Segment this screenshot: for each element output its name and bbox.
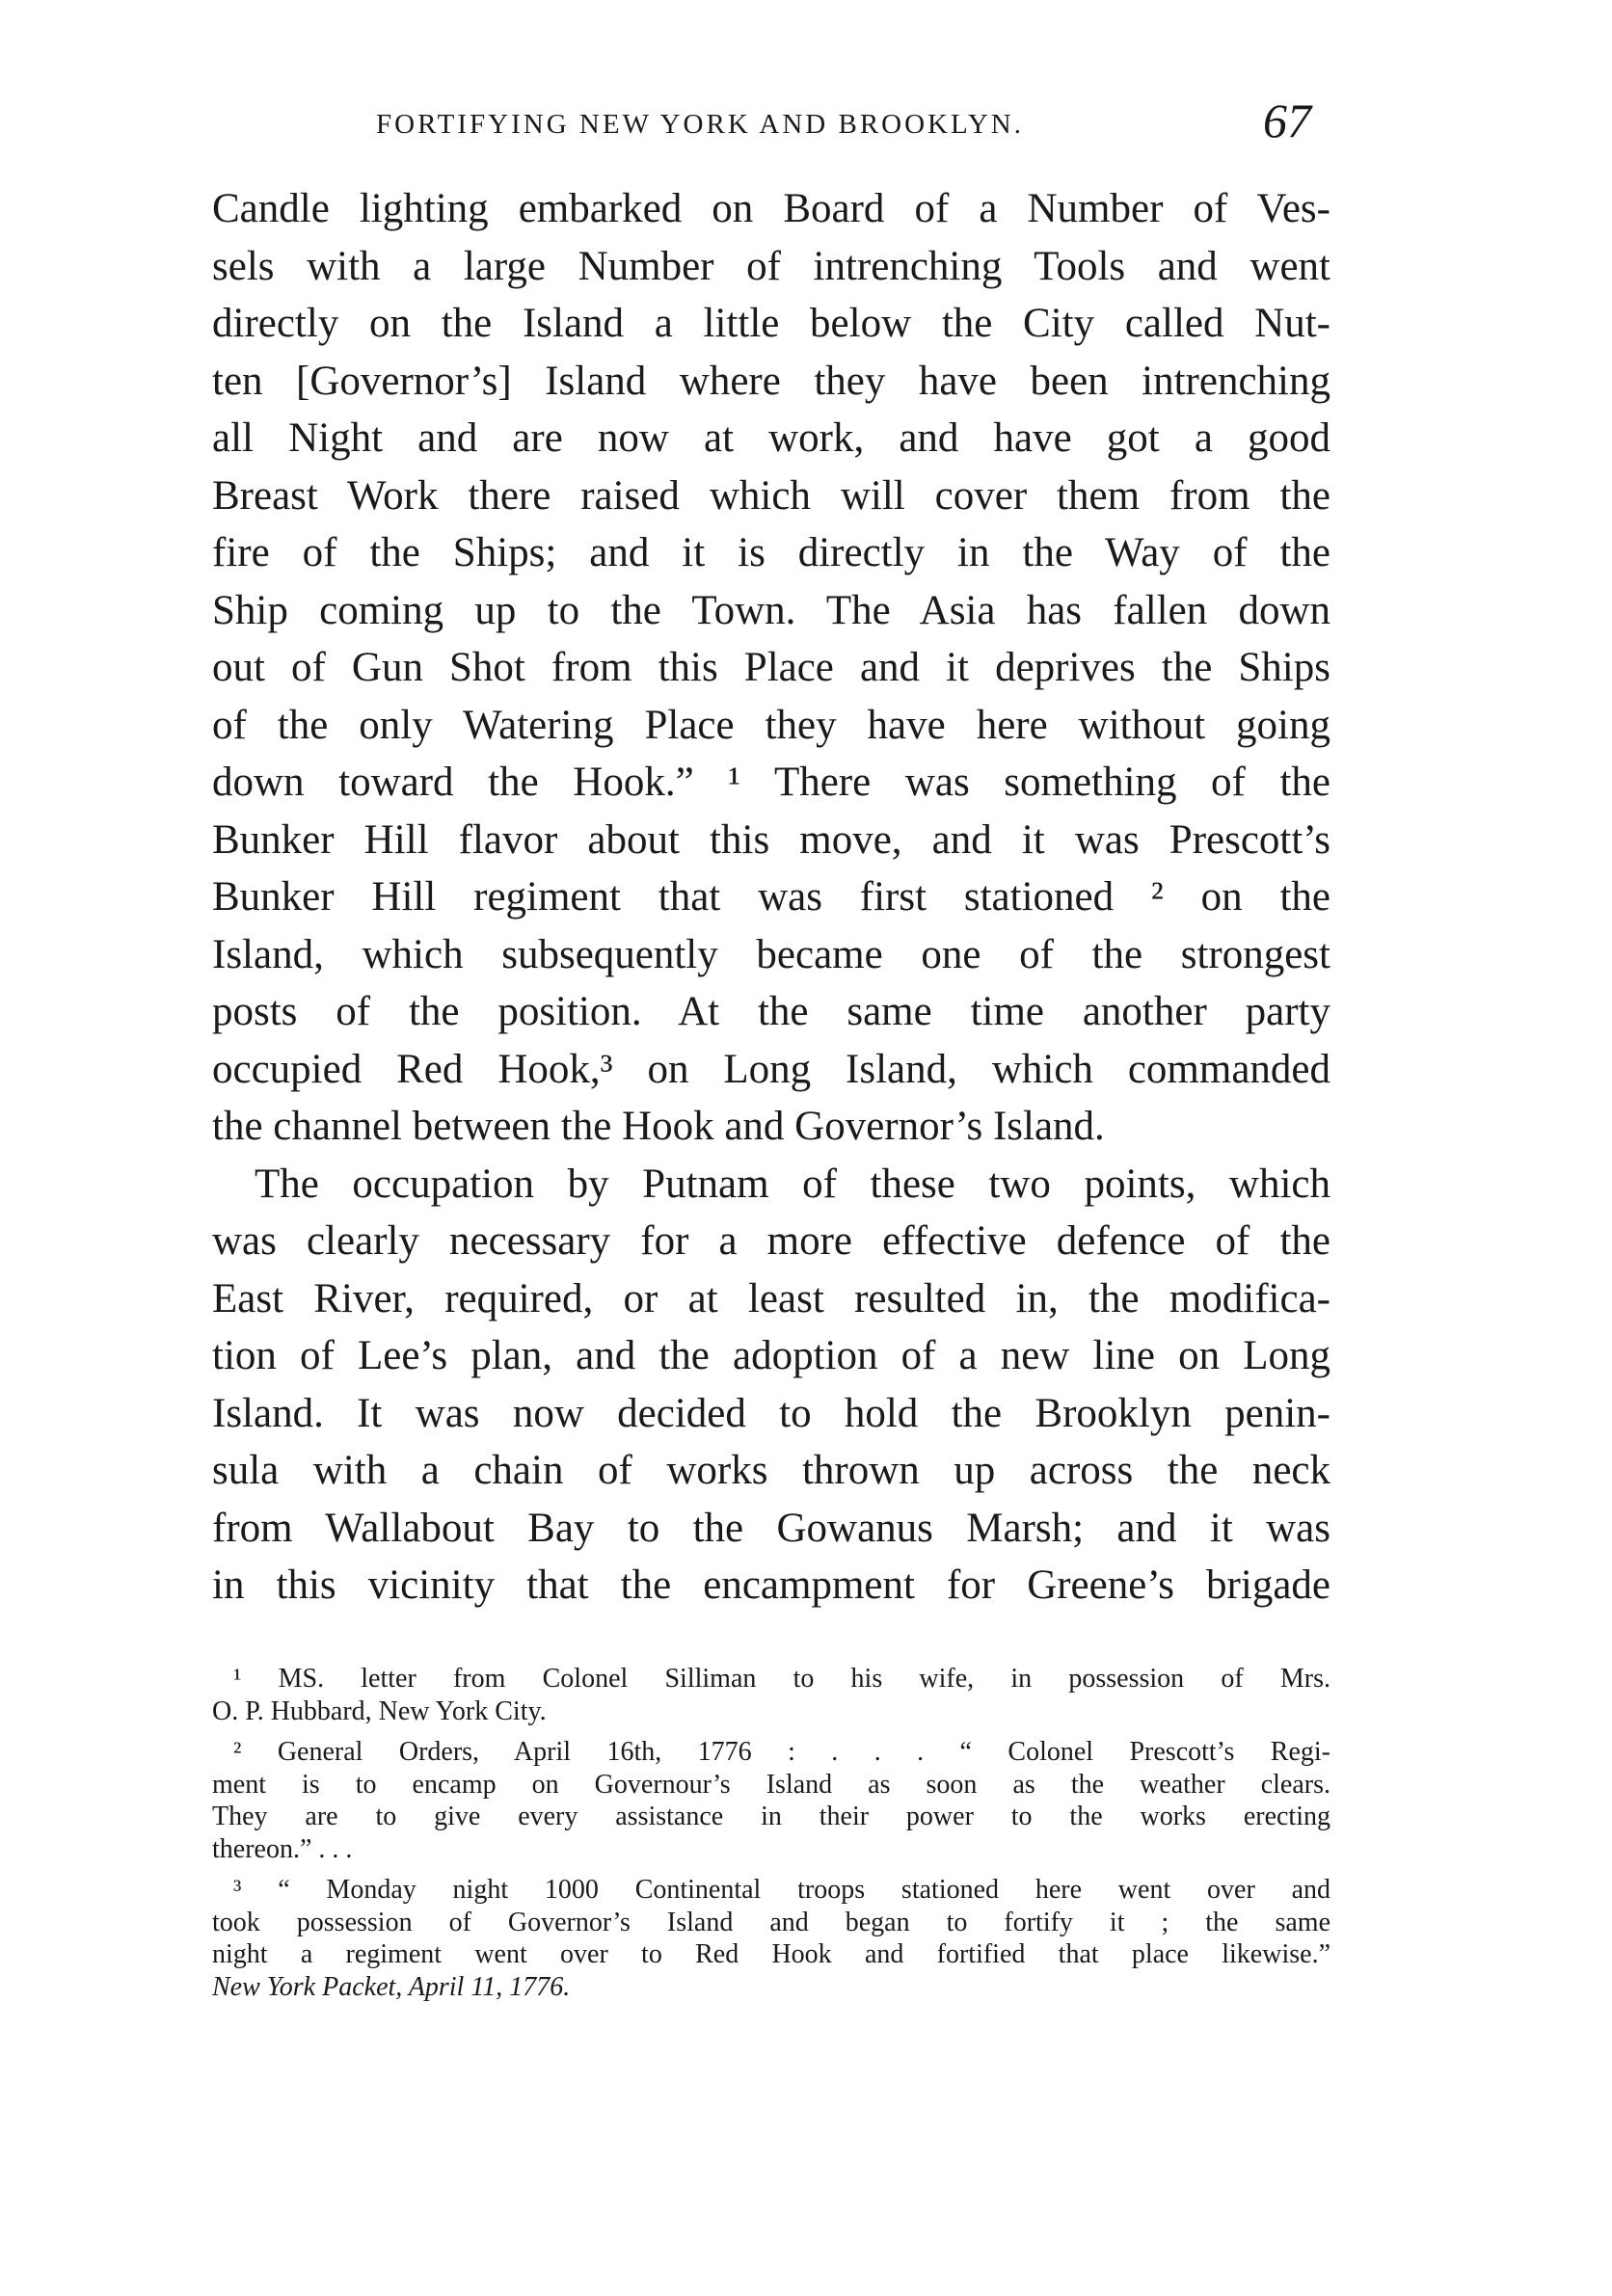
text-line: from Wallabout Bay to the Gowanus Marsh; and it was: [212, 1505, 1330, 1551]
footnote-line: They are to give every assistance in their power to the works erecting: [212, 1802, 1330, 1831]
text-line: down toward the Hook.” ¹ There was something of the: [212, 760, 1330, 805]
main-text: [212, 180, 1330, 1615]
text-line: all Night and are now at work, and have got a good: [212, 415, 1330, 461]
footnote-line: ¹ MS. letter from Colonel Silliman to his wife, in possession of Mrs.: [233, 1664, 1330, 1694]
running-title: FORTIFYING NEW YORK AND BROOKLYN.: [376, 109, 1024, 140]
text-line: Island, which subsequently became one of the strongest: [212, 931, 1330, 977]
footnotes: [212, 1663, 1330, 2003]
text-line: Island. It was now decided to hold the Brooklyn penin-: [212, 1390, 1330, 1436]
page-number: 67: [1263, 93, 1311, 147]
text-line: Candle lighting embarked on Board of a Number of Ves-: [212, 186, 1330, 231]
text-line: directly on the Island a little below the City called Nut-: [212, 301, 1330, 346]
footnote-3: [212, 1874, 1330, 2003]
footnote-line: O. P. Hubbard, New York City.: [212, 1695, 547, 1726]
text-line: ten [Governor’s] Island where they have been intrenching: [212, 358, 1330, 404]
footnote-line: night a regiment went over to Red Hook and fortified that place likewise.”: [212, 1939, 1330, 1969]
footnote-line: thereon.” . . .: [212, 1833, 353, 1864]
text-line: Bunker Hill regiment that was first stationed ² on the: [212, 874, 1330, 920]
footnote-2: [212, 1736, 1330, 1865]
text-line: of the only Watering Place they have here without going: [212, 702, 1330, 748]
text-line: East River, required, or at least resulted in, the modifica-: [212, 1275, 1330, 1322]
paragraph-start-line: The occupation by Putnam of these two points, which: [255, 1161, 1330, 1207]
text-line: occupied Red Hook,³ on Long Island, which commanded: [212, 1046, 1330, 1092]
text-line: Bunker Hill flavor about this move, and it was Prescott’s: [212, 816, 1330, 863]
text-line: posts of the position. At the same time another party: [212, 989, 1330, 1034]
footnote-line: ³ “ Monday night 1000 Continental troops stationed here went over and: [233, 1875, 1330, 1905]
text-line: fire of the Ships; and it is directly in the Way of the: [212, 530, 1330, 575]
text-line: tion of Lee’s plan, and the adoption of a new line on Long: [212, 1333, 1330, 1378]
footnote-line: took possession of Governor’s Island and began to fortify it ; the same: [212, 1907, 1330, 1937]
footnote-1: [212, 1663, 1330, 1727]
text-line: Ship coming up to the Town. The Asia has fallen down: [212, 587, 1330, 633]
text-line: the channel between the Hook and Governor’s Island.: [212, 1104, 1105, 1149]
footnote-line: ² General Orders, April 16th, 1776 : . . . “ Colonel Prescott’s Regi-: [233, 1737, 1330, 1767]
text-line: was clearly necessary for a more effective defence of the: [212, 1218, 1330, 1264]
text-line: Breast Work there raised which will cover them from the: [212, 472, 1330, 519]
text-line: out of Gun Shot from this Place and it deprives the Ships: [212, 645, 1330, 690]
footnote-citation: New York Packet, April 11, 1776.: [212, 1971, 571, 2002]
text-line: sula with a chain of works thrown up across the neck: [212, 1448, 1330, 1493]
footnote-line: ment is to encamp on Governour’s Island as soon as the weather clears.: [212, 1769, 1330, 1800]
text-line: sels with a large Number of intrenching Tools and went: [212, 243, 1330, 289]
text-line: in this vicinity that the encampment for Greene’s brigade: [212, 1562, 1330, 1608]
